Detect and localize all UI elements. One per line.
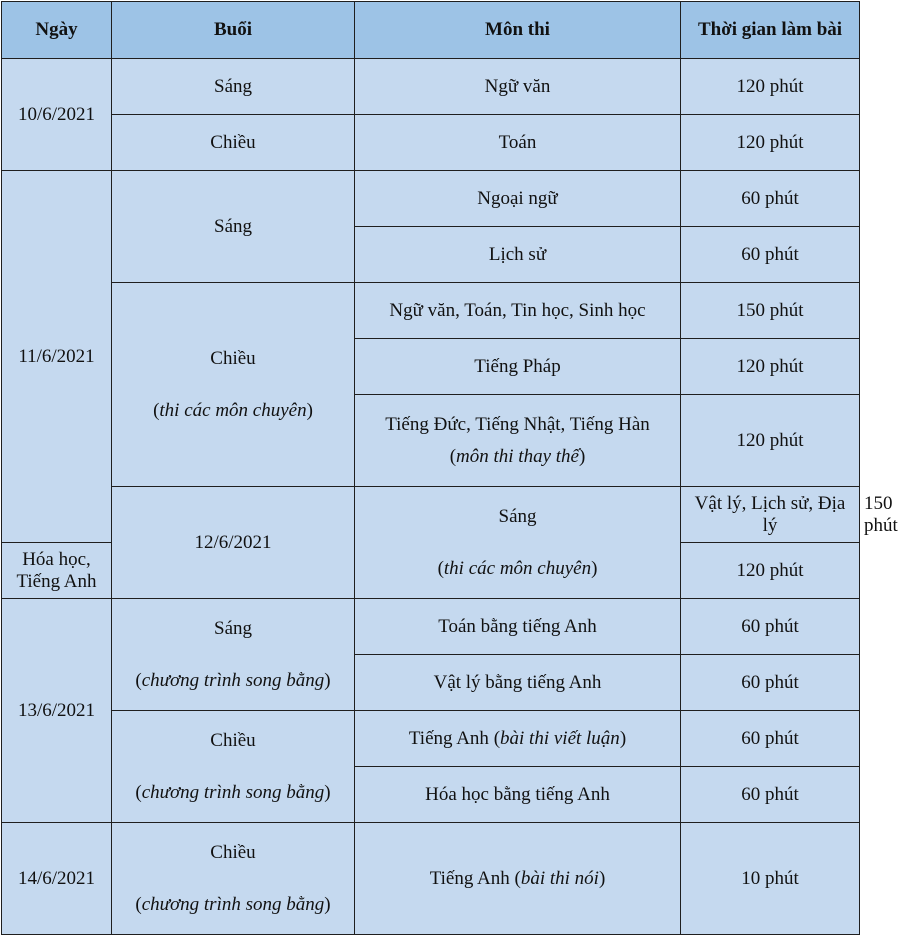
session-cell: Chiều [112, 115, 355, 171]
subject-cell [355, 395, 681, 487]
subject-cell: Hóa học bằng tiếng Anh [355, 767, 681, 823]
session-cell: Sáng [112, 171, 355, 283]
duration-cell: 60 phút [681, 227, 860, 283]
session-note: (chương trình song bằng) [135, 781, 331, 803]
duration-cell: 120 phút [681, 115, 860, 171]
date-cell: 13/6/2021 [2, 599, 112, 823]
subject-cell: Toán [355, 115, 681, 171]
table-row [2, 823, 860, 935]
session-label: Chiều [210, 347, 256, 369]
session-note-text: thi các môn chuyên [159, 399, 307, 421]
subject-cell: Lịch sử [355, 227, 681, 283]
subject-note-text: môn thi thay thế [456, 445, 579, 467]
duration-cell: 60 phút [681, 711, 860, 767]
session-label: Chiều [210, 841, 256, 863]
header-duration: Thời gian làm bài [681, 2, 860, 59]
duration-cell: 60 phút [681, 171, 860, 227]
subject-cell: Tiếng Anh (bài thi viết luận) [355, 711, 681, 767]
duration-cell: 60 phút [681, 599, 860, 655]
subject-cell: Ngữ văn [355, 59, 681, 115]
session-label: Sáng [214, 617, 252, 639]
session-cell [112, 711, 355, 823]
subject-cell: Vật lý, Lịch sử, Địa lý [681, 487, 860, 543]
table-row [2, 283, 860, 339]
session-note: (thi các môn chuyên) [153, 399, 313, 421]
header-date: Ngày [2, 2, 112, 59]
subject-cell: Ngữ văn, Toán, Tin học, Sinh học [355, 283, 681, 339]
subject-note-text: bài thi nói [520, 867, 599, 889]
subject-text: Tiếng Đức, Tiếng Nhật, Tiếng Hàn [385, 413, 650, 435]
header-subject: Môn thi [355, 2, 681, 59]
date-cell: 11/6/2021 [2, 171, 112, 543]
header-session: Buổi [112, 2, 355, 59]
table-row [2, 171, 860, 227]
session-note-text: chương trình song bằng [141, 893, 325, 915]
table-row: 12/6/2021 Sáng (thi các môn chuyên) Vật lý, Lịch sử, Địa lý 150 phút [2, 487, 860, 543]
session-cell [112, 283, 355, 487]
subject-text: Tiếng Anh [429, 867, 510, 889]
session-note-text: chương trình song bằng [141, 669, 325, 691]
date-cell: 12/6/2021 [112, 487, 355, 599]
table-row [2, 599, 860, 655]
session-note: (thi các môn chuyên) [437, 557, 598, 579]
duration-cell: 60 phút [681, 767, 860, 823]
session-label: Sáng [498, 505, 537, 527]
duration-cell: 10 phút [681, 823, 860, 935]
duration-cell: 150 phút [681, 283, 860, 339]
subject-cell: Tiếng Pháp [355, 339, 681, 395]
session-label: Chiều [210, 729, 256, 751]
subject-cell: Vật lý bằng tiếng Anh [355, 655, 681, 711]
duration-cell: 120 phút [681, 59, 860, 115]
subject-cell: Toán bằng tiếng Anh [355, 599, 681, 655]
date-cell: 14/6/2021 [2, 823, 112, 935]
exam-schedule-table [1, 1, 898, 935]
duration-cell: 120 phút [681, 543, 860, 599]
subject-text: Tiếng Anh [408, 727, 489, 749]
session-note-text: chương trình song bằng [141, 781, 325, 803]
subject-cell: Tiếng Anh (bài thi nói) [355, 823, 681, 935]
duration-cell: 120 phút [681, 339, 860, 395]
subject-note-text: bài thi viết luận [500, 727, 620, 749]
duration-cell: 120 phút [681, 395, 860, 487]
session-cell [355, 487, 681, 599]
session-cell [112, 823, 355, 935]
session-cell: Sáng [112, 59, 355, 115]
date-cell: 10/6/2021 [2, 59, 112, 171]
session-note: (chương trình song bằng) [135, 893, 331, 915]
session-note-text: thi các môn chuyên [443, 557, 592, 579]
subject-cell: Ngoại ngữ [355, 171, 681, 227]
session-note: (chương trình song bằng) [135, 669, 331, 691]
table-row [2, 59, 860, 115]
table-row [2, 115, 860, 171]
subject-cell: Hóa học, Tiếng Anh [2, 543, 112, 599]
table-row [2, 711, 860, 767]
subject-note: (môn thi thay thế) [449, 445, 586, 467]
header-row [2, 2, 860, 59]
session-cell [112, 599, 355, 711]
duration-cell: 60 phút [681, 655, 860, 711]
